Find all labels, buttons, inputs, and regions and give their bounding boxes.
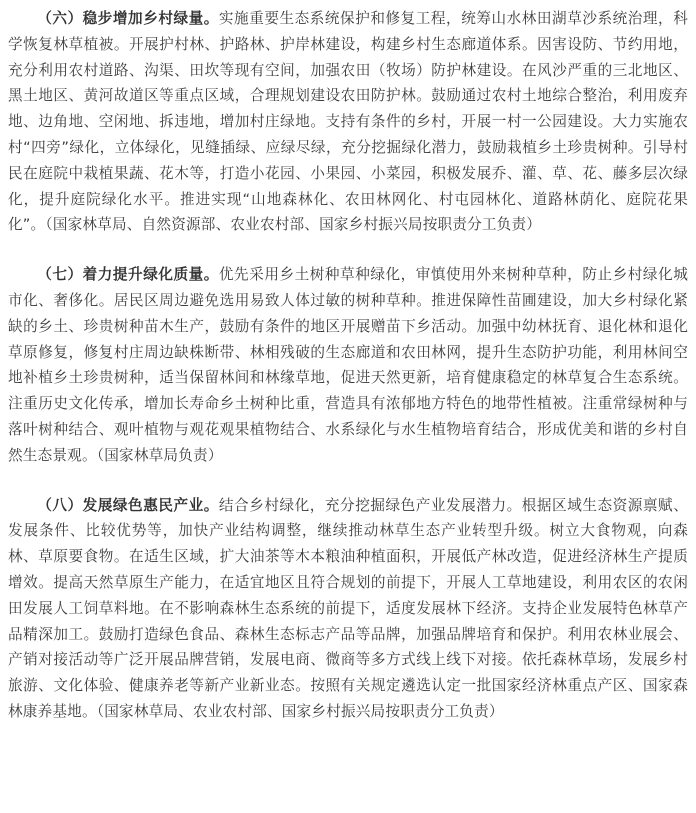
- section-7-heading: （七）着力提升绿化质量。: [37, 266, 219, 284]
- section-7-paragraph: [8, 262, 688, 468]
- section-6-heading: （六）稳步增加乡村绿量。: [37, 10, 219, 27]
- section-6-paragraph: [8, 6, 688, 238]
- section-8-heading: （八）发展绿色惠民产业。: [37, 496, 219, 514]
- section-6-body: 实施重要生态系统保护和修复工程，统筹山水林田湖草沙系统治理，科学恢复林草植被。开展护村林、护路林、护岸林建设，构建乡村生态廊道体系。因害设防、节约用地，充分利用农村道路、沟渠、田坎等现有空间，加强农田（牧场）防护林建设。在风沙严重的三北地区、黑土地区、黄河故道区等重点区域，合理规划建设农田防护林。鼓励通过农村土地综合整治，利用废弃地、边角地、空闲地、拆违地，增加村庄绿地。支持有条件的乡村，开展一村一公园建设。大力实施农村“四旁”绿化，立体绿化，见缝插绿、应绿尽绿，充分挖掘绿化潜力，鼓励栽植乡土珍贵树种。引导村民在庭院中栽植果蔬、花木等，打造小花园、小果园、小菜园，积极发展乔、灌、草、花、藤多层次绿化，提升庭院绿化水平。推进实现“山地森林化、农田林网化、村屯园林化、道路林荫化、庭院花果化”。（国家林草局、自然资源部、农业农村部、国家乡村振兴局按职责分工负责）: [8, 10, 688, 234]
- section-8-body: 结合乡村绿化，充分挖掘绿色产业发展潜力。根据区域生态资源禀赋、发展条件、比较优势等，加快产业结构调整，继续推动林草生态产业转型升级。树立大食物观，向森林、草原要食物。在适生区域，扩大油茶等木本粮油种植面积，开展低产林改造，促进经济林生产提质增效。提高天然草原生产能力，在适宜地区且符合规划的前提下，开展人工草地建设，利用农区的农闲田发展人工饲草料地。在不影响森林生态系统的前提下，适度发展林下经济。支持企业发展特色林草产品精深加工。鼓励打造绿色食品、森林生态标志产品等品牌，加强品牌培育和保护。利用农林业展会、产销对接活动等广泛开展品牌营销，发展电商、微商等多方式线上线下对接。依托森林草场，发展乡村旅游、文化体验、健康养老等新产业新业态。按照有关规定遴选认定一批国家经济林重点产区、国家森林康养基地。（国家林草局、农业农村部、国家乡村振兴局按职责分工负责）: [8, 496, 688, 720]
- section-8-paragraph: [8, 493, 688, 725]
- section-7-body: 优先采用乡土树种草种绿化，审慎使用外来树种草种，防止乡村绿化城市化、奢侈化。居民区周边避免选用易致人体过敏的树种草种。推进保障性苗圃建设，加大乡村绿化紧缺的乡土、珍贵树种苗木生产，鼓励有条件的地区开展赠苗下乡活动。加强中幼林抚育、退化林和退化草原修复，修复村庄周边缺株断带、林相残破的生态廊道和农田林网，提升生态防护功能，利用林间空地补植乡土珍贵树种，适当保留林间和林缘草地，促进天然更新，培育健康稳定的林草复合生态系统。注重历史文化传承，增加长寿命乡土树种比重，营造具有浓郁地方特色的地带性植被。注重常绿树种与落叶树种结合、观叶植物与观花观果植物结合、水系绿化与水生植物培育结合，形成优美和谐的乡村自然生态景观。（国家林草局负责）: [8, 266, 688, 464]
